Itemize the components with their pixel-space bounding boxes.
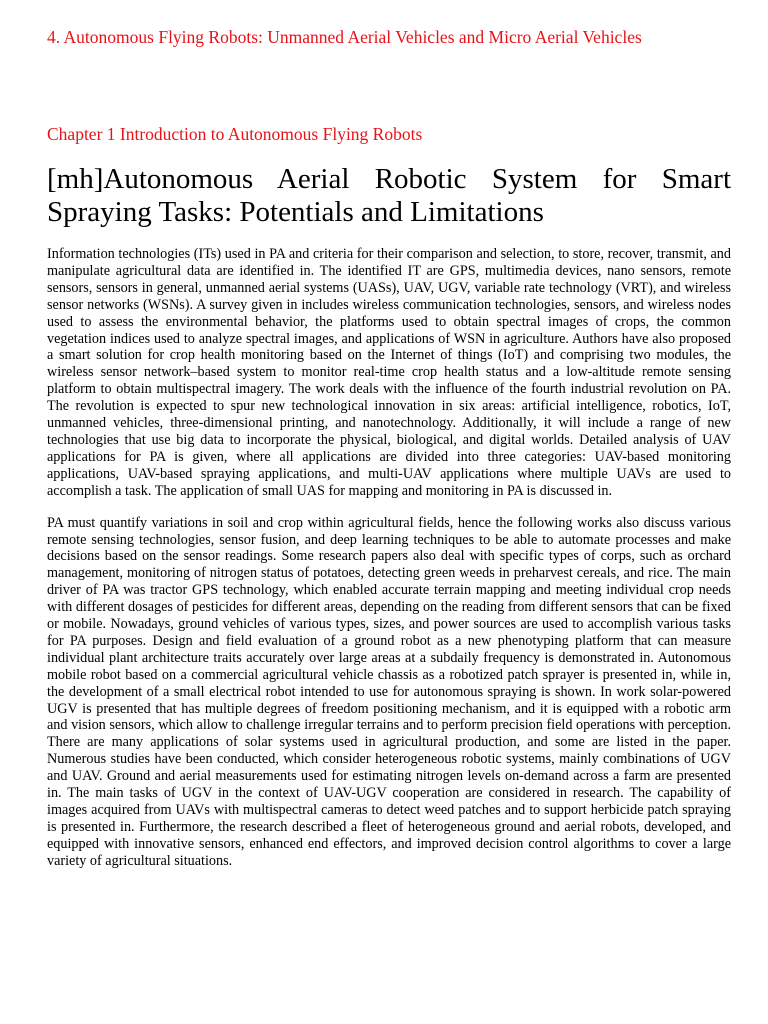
paragraph-2: PA must quantify variations in soil and crop within agricultural fields, hence the following works also discuss various remote sensing technologies, sensor fusion, and deep learning techniques to be able to automate processes and make decisions based on the sensor readings. Some research papers also deal with specific types of corps, such as orchard management, monitoring of nitrogen status of potatoes, detecting green weeds in preharvest cereals, and rice. The main driver of PA was tractor GPS technology, which enabled accurate terrain mapping and meeting individual crop needs with different dosages of pesticides for different areas, depending on the reading from different sensors that can be fixed or mobile. Nowadays, ground vehicles of various types, sizes, and power sources are used to accomplish various tasks for PA purposes. Design and field evaluation of a ground robot as a new phenotyping platform that can measure individual plant architecture traits accurately over large areas at a subdaily frequency is demonstrated in. Autonomous mobile robot based on a commercial agricultural vehicle chassis as a robotized patch sprayer is presented in, while in, the development of a small electrical robot intended to use for autonomous spraying is shown. In work solar-powered UGV is presented that has multiple degrees of freedom positioning mechanism, and it is equipped with a robotic arm and vision sensors, which allow to challenge irregular terrains and to perform precision field operations with perception. There are many applications of solar systems used in agricultural production, and some are listed in the paper. Numerous studies have been conducted, which consider heterogeneous robotic systems, mainly combinations of UGV and UAV. Ground and aerial measurements used for estimating nitrogen levels on-demand across a farm are presented in. The main tasks of UGV in the context of UAV-UGV cooperation are considered in research. The capability of images acquired from UAVs with multispectral cameras to detect weed patches and to support herbicide patch spraying is presented in. Furthermore, the research described a fleet of heterogeneous ground and aerial robots, developed, and equipped with innovative sensors, enhanced end effectors, and improved decision control algorithms to cover a large variety of agricultural situations. xyxy=(47,514,731,869)
paragraph-1: Information technologies (ITs) used in PA and criteria for their comparison and selection, to store, recover, transmit, and manipulate agricultural data are identified in. The identified IT are GPS, multimedia devices, nano sensors, remote sensors, sensors in general, unmanned aerial systems (UASs), UAV, UGV, variable rate technology (VRT), and wireless sensor networks (WSNs). A survey given in includes wireless communication technologies, sensors, and wireless nodes used to assess the environmental behavior, the platforms used to obtain spectral images of crops, the common vegetation indices used to analyze spectral images, and applications of WSN in agriculture. Authors have also proposed a smart solution for crop health monitoring based on the Internet of things (IoT) and comprising two modules, the wireless sensor network–based system to monitor real-time crop health status and a low-altitude remote sensing platform to obtain multispectral imagery. The work deals with the influence of the fourth industrial revolution on PA. The revolution is expected to spur new technological innovation in six areas: artificial intelligence, robotics, IoT, unmanned vehicles, three-dimensional printing, and nanotechnology. Additionally, it will include a range of new technologies that use big data to incorporate the physical, biological, and digital worlds. Detailed analysis of UAV applications for PA is given, where all applications are divided into three categories: UAV-based monitoring applications, UAV-based spraying applications, and multi-UAV applications where multiple UAVs are used to accomplish a task. The application of small UAS for mapping and monitoring in PA is discussed in. xyxy=(47,246,731,499)
chapter-heading: Chapter 1 Introduction to Autonomous Flying Robots xyxy=(47,124,423,144)
body-text xyxy=(47,246,731,885)
book-header: 4. Autonomous Flying Robots: Unmanned Aerial Vehicles and Micro Aerial Vehicles xyxy=(47,27,642,47)
section-title: [mh]Autonomous Aerial Robotic System for Smart Spraying Tasks: Potentials and Limitations xyxy=(47,163,731,228)
